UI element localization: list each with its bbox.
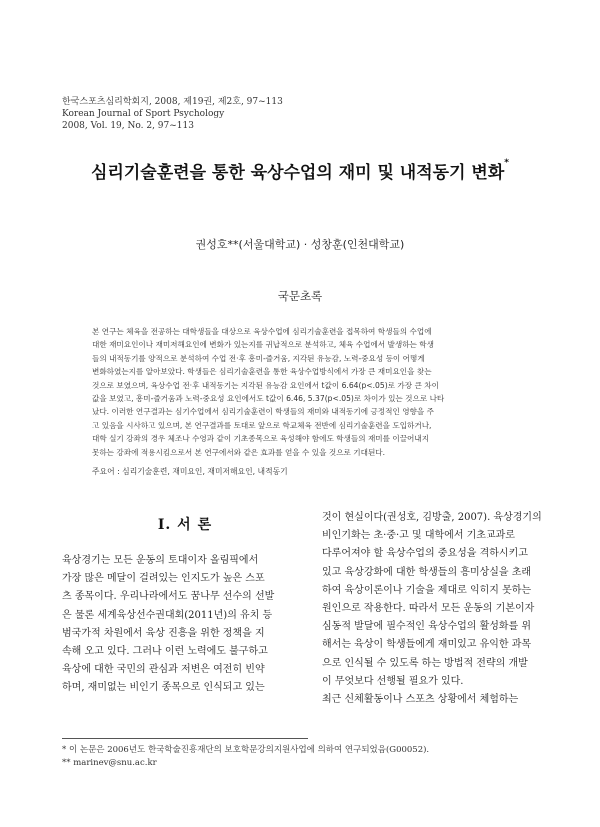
paper-title-text: 심리기술훈련을 통한 육상수업의 재미 및 내적동기 변화 — [91, 163, 505, 183]
abstract-line: 못하는 강좌에 적용시킴으로서 본 연구에서와 같은 효과를 얻을 수 있을 것으로 기대된다. — [92, 447, 386, 457]
footnotes — [62, 744, 429, 769]
body-text-line: 하며, 재미없는 비인기 종목으로 인식되고 있는 — [62, 682, 265, 694]
body-text-line: 범국가적 차원에서 육상 진흥을 위한 정책을 지 — [62, 627, 265, 639]
body-text-line: 심동적 발달에 필수적인 육상수업의 활성화를 위 — [322, 621, 532, 633]
body-text-line: 은 물론 세계육상선수권대회(2011년)의 유치 등 — [62, 609, 273, 621]
authors-line: 권성호**(서울대학교) · 성창훈(인천대학교) — [195, 238, 405, 251]
body-text-line: 츠 종목이다. 우리나라에서도 꿈나무 선수의 선발 — [62, 591, 275, 603]
journal-line-english: Korean Journal of Sport Psychology — [62, 109, 225, 119]
footnote-email: ** marinev@snu.ac.kr — [62, 757, 157, 768]
abstract-line: 본 연구는 체육을 전공하는 대학생들을 대상으로 육상수업에 심리기술훈련을 접목하여 학생들의 수업에 — [92, 327, 432, 336]
body-text-line: 해서는 육상이 학생들에게 재미있고 유익한 과목 — [322, 639, 532, 651]
abstract-line: 고 있음을 시사하고 있으며, 본 연구결과를 토대로 앞으로 학교체육 전반에 심리기술훈련을 도입하거나, — [92, 420, 432, 430]
body-text-line: 육상경기는 모든 운동의 토대이자 올림픽에서 — [62, 555, 259, 566]
right-column-text — [322, 509, 544, 709]
body-text-line: 비인기화는 초·중·고 및 대학에서 기초교과로 — [322, 530, 515, 542]
section-heading-introduction: Ⅰ. 서 론 — [157, 517, 213, 533]
body-text-line: 속해 오고 있다. 그러나 이런 노력에도 불구하고 — [62, 646, 268, 658]
journal-line-volume: 2008, Vol. 19, No. 2, 97~113 — [62, 121, 194, 131]
abstract-line: 대한 재미요인이나 재미저해요인에 변화가 있는지를 귀납적으로 분석하고, 체육 수업에서 발생하는 학생 — [92, 340, 434, 350]
abstract-line: 것으로 보였으며, 육상수업 전·후 내적동기는 지각된 유능감 요인에서 t값이 6.64(p<.05)로 가장 큰 차이 — [92, 380, 439, 390]
abstract-line: 대학 실기 강좌의 경우 체조나 수영과 같이 기초종목으로 육성해야 함에도 학생들의 재미를 이끌어내지 — [92, 434, 430, 444]
body-text-line: 것이 현실이다(권성호, 김방출, 2007). 육상경기의 — [322, 512, 542, 523]
abstract-line: 값을 보였고, 흥미-즐거움과 노력-중요성 요인에서도 t값이 6.46, 5.37(p<.05)로 차이가 있는 것으로 나타 — [92, 394, 445, 404]
keywords-line: 주요어 : 심리기술훈련, 재미요인, 재미저해요인, 내적동기 — [92, 467, 288, 476]
abstract-heading: 국문초록 — [277, 289, 323, 303]
paper-title — [0, 158, 600, 183]
body-text-line: 하여 육상이론이나 기술을 제대로 익히지 못하는 — [322, 584, 532, 596]
abstract-line: 변화하였는지를 알아보았다. 학생들은 심리기술훈련을 통한 육상수업방식에서 가장 큰 재미요인을 찾는 — [92, 367, 432, 377]
body-text-line: 으로 인식될 수 있도록 하는 방법적 전략의 개발 — [322, 657, 528, 669]
abstract-line: 들의 내적동기를 양적으로 분석하여 수업 전·후 흥미-즐거움, 지각된 유능감, 노력-중요성 등이 어떻게 — [92, 353, 425, 363]
body-text-line: 원인으로 작용한다. 따라서 모든 운동의 기본이자 — [322, 603, 535, 615]
title-footnote-mark: * — [504, 158, 509, 168]
journal-citation — [62, 96, 283, 132]
body-text-line: 있고 육상강화에 대한 학생들의 흥미상실을 초래 — [322, 566, 532, 578]
abstract-line: 났다. 이러한 연구결과는 심기수업에서 심리기술훈련이 학생들의 재미와 내적동기에 긍정적인 영향을 주 — [92, 407, 434, 417]
body-text-line: 이 무엇보다 선행될 필요가 있다. — [322, 675, 464, 687]
footnote-divider — [62, 738, 308, 739]
footnote-funding: * 이 논문은 2006년도 한국학술진흥재단의 보호학문강의지원사업에 의하여 연구되었음(G00052). — [62, 745, 430, 755]
body-text-line: 육상에 대한 국민의 관심과 저변은 여전히 빈약 — [62, 664, 265, 676]
body-text-line: 가장 많은 메달이 걸려있는 인지도가 높은 스포 — [62, 573, 265, 585]
body-text-line: 다루어져야 할 육상수업의 중요성을 격하시키고 — [322, 548, 528, 560]
journal-line-korean: 한국스포츠심리학회지, 2008, 제19권, 제2호, 97~113 — [62, 97, 283, 107]
abstract-body — [92, 325, 518, 459]
body-text-line: 최근 신체활동이나 스포츠 상황에서 체험하는 — [322, 694, 519, 706]
left-column-text — [62, 552, 308, 698]
